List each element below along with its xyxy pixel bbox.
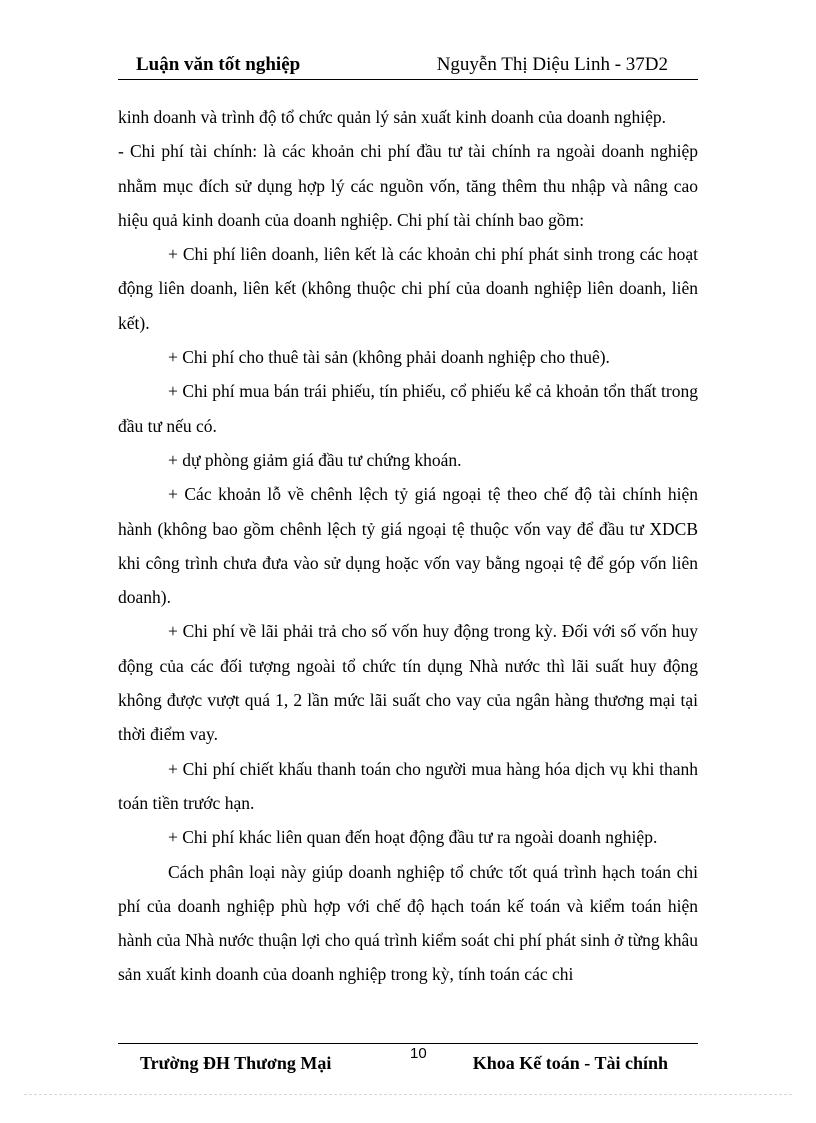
- paragraph: + Chi phí mua bán trái phiếu, tín phiếu, cổ phiếu kể cả khoản tổn thất trong đầu tư nếu có.: [118, 381, 698, 436]
- footer-university: Trường ĐH Thương Mại: [140, 1053, 332, 1073]
- paragraph: + Các khoản lỗ về chênh lệch tỷ giá ngoại tệ theo chế độ tài chính hiện hành (không bao gồm chênh lệch tỷ giá ngoại tệ thuộc vốn vay để đầu tư XDCB khi công trình chưa đưa vào sử dụng hoặc vốn vay bằng ngoại tệ để góp vốn liên doanh).: [118, 484, 698, 608]
- page-number: 10: [410, 1045, 427, 1062]
- paragraph: + Chi phí chiết khấu thanh toán cho người mua hàng hóa dịch vụ khi thanh toán tiền trước hạn.: [118, 758, 698, 813]
- paragraph: Cách phân loại này giúp doanh nghiệp tổ chức tốt quá trình hạch toán chi phí của doanh nghiệp phù hợp với chế độ hạch toán kế toán và kiểm toán hiện hành của Nhà nước thuận lợi cho quá trình kiểm soát chi phí phát sinh ở từng khâu sản xuất kinh doanh của doanh nghiệp trong kỳ, tính toán các chi: [118, 861, 698, 985]
- paragraph: + dự phòng giảm giá đầu tư chứng khoán.: [168, 449, 462, 470]
- footer-faculty: Khoa Kế toán - Tài chính: [472, 1053, 668, 1073]
- page-header: [118, 48, 698, 80]
- header-author: Nguyễn Thị Diệu Linh - 37D2: [436, 54, 668, 75]
- paragraph: + Chi phí khác liên quan đến hoạt động đầu tư ra ngoài doanh nghiệp.: [168, 827, 658, 848]
- paragraph: - Chi phí tài chính: là các khoản chi phí đầu tư tài chính ra ngoài doanh nghiệp nhằm mục đích sử dụng hợp lý các nguồn vốn, tăng thêm thu nhập và nâng cao hiệu quả kinh doanh của doanh nghiệp. Chi phí tài chính bao gồm:: [118, 141, 698, 230]
- page-body: [118, 100, 698, 992]
- paragraph: kinh doanh và trình độ tổ chức quản lý sản xuất kinh doanh của doanh nghiệp.: [118, 107, 666, 127]
- header-thesis-label: Luận văn tốt nghiệp: [136, 54, 301, 75]
- paragraph: + Chi phí cho thuê tài sản (không phải doanh nghiệp cho thuê).: [168, 347, 610, 368]
- paragraph: + Chi phí về lãi phải trả cho số vốn huy động trong kỳ. Đối với số vốn huy động của các đối tượng ngoài tổ chức tín dụng Nhà nước thì lãi suất huy động không được vượt quá 1, 2 lần mức lãi suất cho vay của ngân hàng thương mại tại thời điểm vay.: [118, 621, 698, 745]
- page-footer: [118, 1043, 698, 1079]
- paragraph: + Chi phí liên doanh, liên kết là các khoản chi phí phát sinh trong các hoạt động liên doanh, liên kết (không thuộc chi phí của doanh nghiệp liên doanh, liên kết).: [118, 244, 698, 333]
- page-edge-divider: [24, 1094, 792, 1095]
